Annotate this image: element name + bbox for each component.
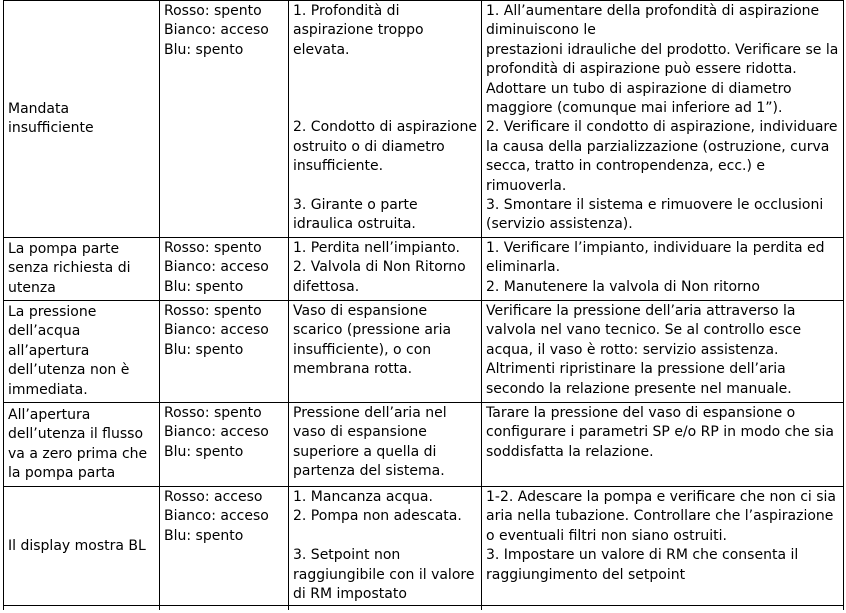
table-row-clipped — [4, 606, 844, 610]
led-white-status: Bianco: acceso — [164, 508, 269, 525]
led-status-cell — [160, 403, 289, 487]
led-blue-status: Blu: spento — [164, 443, 244, 460]
solution-cell — [482, 301, 844, 403]
cause-item: Pressione dell’aria nel vaso di espansione superiore a quella di partenza del sistema. — [293, 405, 447, 480]
problem-cell — [4, 1, 160, 238]
problem-text: La pompa parte senza richiesta di utenza — [8, 240, 131, 296]
cause-item: 1. Profondità di aspirazione troppo elevata. — [293, 3, 424, 58]
cause-item: 3. Girante o parte idraulica ostruita. — [293, 197, 418, 233]
led-blue-status: Blu: spento — [164, 41, 244, 58]
solution-item: Tarare la pressione del vaso di espansione o configurare i parametri SP e/o RP in modo che sia soddisfatta la relazione. — [486, 405, 834, 460]
problem-text: La pressione dell’acqua all’apertura dell’utenza non è immediata. — [8, 303, 130, 398]
led-status-cell — [160, 487, 289, 606]
solution-item: 1-2. Adescare la pompa e verificare che non ci sia aria nella tubazione. Controllare che l’aspirazione o eventuali filtri non siano ostruiti. — [486, 489, 837, 544]
problem-text: Il display mostra BL — [8, 537, 146, 554]
problem-text: All’apertura dell’utenza il flusso va a zero prima che la pompa parta — [8, 406, 148, 481]
led-red-status: Rosso: spento — [164, 3, 262, 19]
led-blue-status: Blu: spento — [164, 278, 244, 295]
cause-item: 1. Mancanza acqua. — [293, 489, 433, 505]
cause-item: 2. Valvola di Non Ritorno difettosa. — [293, 259, 466, 295]
led-status-cell — [160, 301, 289, 403]
cause-cell — [289, 487, 482, 606]
solution-item: 1. Verificare l’impianto, individuare la perdita ed eliminarla. — [486, 240, 825, 276]
cause-cell — [289, 301, 482, 403]
table-row — [4, 403, 844, 487]
solution-cell — [482, 403, 844, 487]
cause-cell — [289, 403, 482, 487]
solution-cell — [482, 238, 844, 301]
cause-cell — [289, 1, 482, 238]
cause-item: 1. Perdita nell’impianto. — [293, 240, 460, 256]
cause-cell — [289, 238, 482, 301]
led-blue-status: Blu: spento — [164, 341, 244, 358]
solution-cell — [482, 1, 844, 238]
table-row — [4, 487, 844, 606]
cause-item: 2. Condotto di aspirazione ostruito o di diametro insufficiente. — [293, 119, 477, 175]
solution-item: prestazioni idrauliche del prodotto. Verificare se la profondità di aspirazione può essere ridotta. Adottare un tubo di aspirazione di diametro maggiore (comunque mai inferiore ad 1”). — [486, 41, 839, 117]
cause-item: Vaso di espansione scarico (pressione aria insufficiente), o con membrana rotta. — [293, 303, 452, 378]
led-white-status: Bianco: acceso — [164, 322, 269, 339]
troubleshooting-table — [3, 0, 844, 610]
table-row — [4, 238, 844, 301]
table-row — [4, 1, 844, 238]
solution-item: 1. All’aumentare della profondità di aspirazione diminuiscono le — [486, 3, 820, 39]
cause-item: 3. Setpoint non raggiungibile con il valore di RM impostato — [293, 547, 475, 603]
solution-item: 2. Verificare il condotto di aspirazione, individuare la causa della parzializzazione (ostruzione, curva secca, tratto in contropendenza, ecc.) e rimuoverla. — [486, 119, 838, 194]
solution-item: 3. Impostare un valore di RM che consenta il raggiungimento del setpoint — [486, 547, 799, 583]
led-status-cell — [160, 238, 289, 301]
solution-item: 3. Smontare il sistema e rimuovere le occlusioni (servizio assistenza). — [486, 197, 824, 233]
problem-cell — [4, 301, 160, 403]
led-status-cell — [160, 1, 289, 238]
led-blue-status: Blu: spento — [164, 527, 244, 544]
led-red-status: Rosso: spento — [164, 240, 262, 256]
led-red-status: Rosso: spento — [164, 405, 262, 421]
problem-cell — [4, 403, 160, 487]
led-red-status: Rosso: acceso — [164, 489, 263, 505]
problem-cell — [4, 238, 160, 301]
led-white-status: Bianco: acceso — [164, 424, 269, 441]
problem-text: Mandata insufficiente — [8, 100, 94, 136]
led-white-status: Bianco: acceso — [164, 259, 269, 276]
led-red-status: Rosso: spento — [164, 303, 262, 319]
solution-item: Verificare la pressione dell’aria attraverso la valvola nel vano tecnico. Se al controllo esce acqua, il vaso è rotto: servizio assistenza. Altrimenti ripristinare la pressione dell’aria secondo la relazione presente nel manuale. — [486, 303, 802, 397]
problem-cell — [4, 487, 160, 606]
solution-item: 2. Manutenere la valvola di Non ritorno — [486, 278, 760, 295]
cause-item: 2. Pompa non adescata. — [293, 508, 462, 525]
solution-cell — [482, 487, 844, 606]
table-row — [4, 301, 844, 403]
led-white-status: Bianco: acceso — [164, 22, 269, 39]
